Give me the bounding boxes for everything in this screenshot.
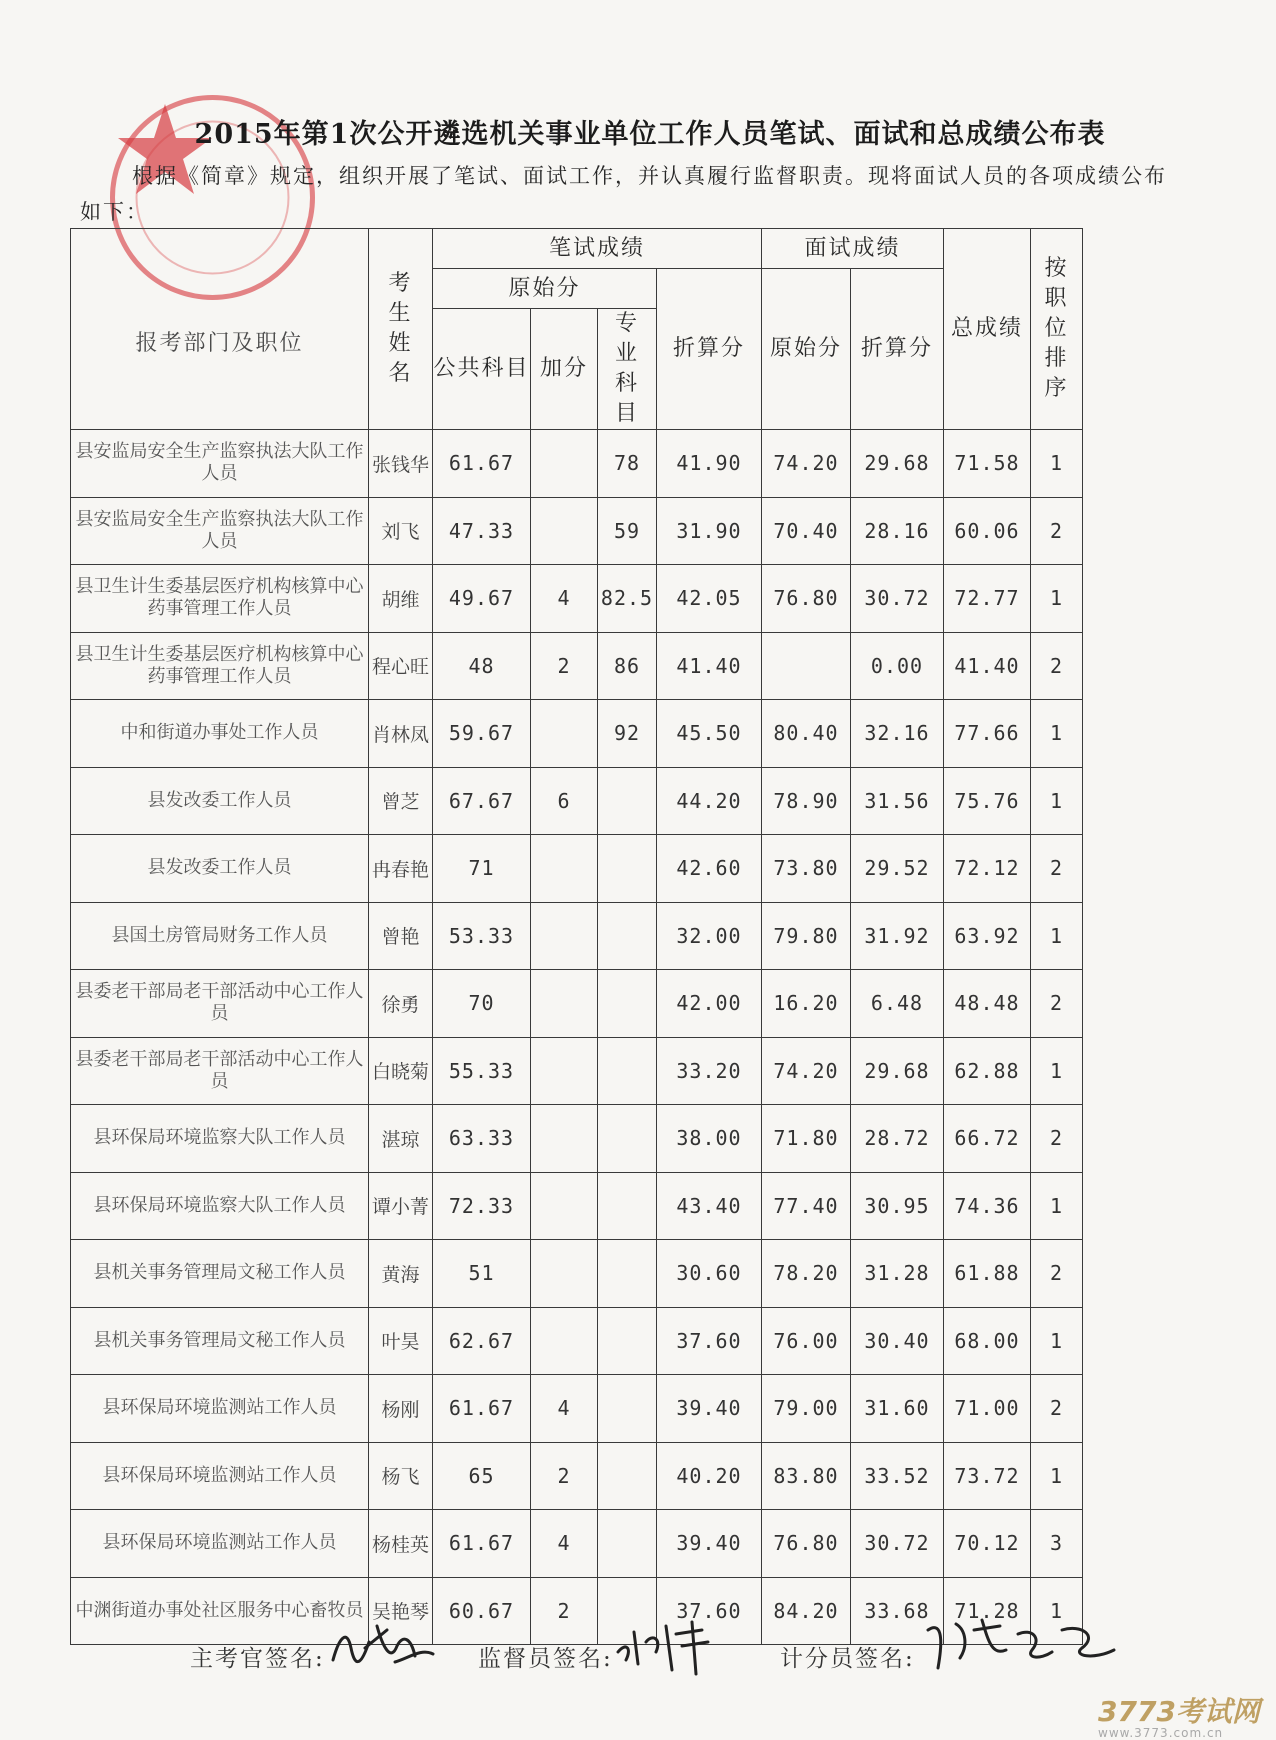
row-interview-raw: 70.40 xyxy=(762,497,851,565)
header-major: 专业科目 xyxy=(598,309,657,430)
row-major-score xyxy=(598,835,657,903)
row-dept: 县卫生计生委基层医疗机构核算中心药事管理工作人员 xyxy=(71,632,369,700)
row-bonus: 4 xyxy=(531,1510,598,1578)
row-rank: 1 xyxy=(1031,430,1083,498)
row-bonus xyxy=(531,1307,598,1375)
row-public-score: 61.67 xyxy=(433,1375,531,1443)
row-interview-converted: 33.52 xyxy=(851,1442,944,1510)
page-title: 2015年第1次公开遴选机关事业单位工作人员笔试、面试和总成绩公布表 xyxy=(194,119,1106,150)
header-written-converted: 折算分 xyxy=(657,269,762,430)
row-public-score: 51 xyxy=(433,1240,531,1308)
row-name: 曾艳 xyxy=(369,902,433,970)
row-public-score: 61.67 xyxy=(433,1510,531,1578)
row-bonus xyxy=(531,970,598,1038)
row-total: 61.88 xyxy=(944,1240,1031,1308)
row-rank: 3 xyxy=(1031,1510,1083,1578)
row-interview-raw: 76.00 xyxy=(762,1307,851,1375)
row-dept: 县环保局环境监测站工作人员 xyxy=(71,1510,369,1578)
row-dept: 县发改委工作人员 xyxy=(71,835,369,903)
row-written-converted: 41.90 xyxy=(657,430,762,498)
row-rank: 1 xyxy=(1031,1172,1083,1240)
row-interview-raw: 79.80 xyxy=(762,902,851,970)
row-major-score xyxy=(598,970,657,1038)
row-interview-raw: 71.80 xyxy=(762,1105,851,1173)
row-written-converted: 37.60 xyxy=(657,1577,762,1645)
row-written-converted: 37.60 xyxy=(657,1307,762,1375)
row-bonus xyxy=(531,1105,598,1173)
row-written-converted: 41.40 xyxy=(657,632,762,700)
row-bonus: 2 xyxy=(531,1442,598,1510)
row-written-converted: 43.40 xyxy=(657,1172,762,1240)
row-bonus xyxy=(531,1240,598,1308)
row-dept: 县安监局安全生产监察执法大队工作人员 xyxy=(71,497,369,565)
row-name: 刘飞 xyxy=(369,497,433,565)
row-rank: 1 xyxy=(1031,767,1083,835)
scorer-signature-label: 计分员签名: xyxy=(780,1646,915,1672)
row-written-converted: 40.20 xyxy=(657,1442,762,1510)
row-name: 杨飞 xyxy=(369,1442,433,1510)
row-dept: 县委老干部局老干部活动中心工作人员 xyxy=(71,1037,369,1105)
row-dept: 县卫生计生委基层医疗机构核算中心药事管理工作人员 xyxy=(71,565,369,633)
row-total: 73.72 xyxy=(944,1442,1031,1510)
row-interview-raw: 74.20 xyxy=(762,1037,851,1105)
watermark-brand: 3773考试网 xyxy=(1098,1695,1260,1728)
row-name: 吴艳琴 xyxy=(369,1577,433,1645)
table-row xyxy=(71,1510,1083,1578)
row-total: 75.76 xyxy=(944,767,1031,835)
row-rank: 2 xyxy=(1031,497,1083,565)
row-rank: 1 xyxy=(1031,902,1083,970)
row-public-score: 67.67 xyxy=(433,767,531,835)
row-bonus xyxy=(531,1037,598,1105)
header-interview: 面试成绩 xyxy=(762,229,944,269)
row-rank: 1 xyxy=(1031,1577,1083,1645)
row-interview-raw: 16.20 xyxy=(762,970,851,1038)
row-interview-converted: 28.72 xyxy=(851,1105,944,1173)
row-interview-raw: 83.80 xyxy=(762,1442,851,1510)
row-bonus xyxy=(531,1172,598,1240)
header-written: 笔试成绩 xyxy=(433,229,762,269)
row-interview-converted: 30.72 xyxy=(851,565,944,633)
row-dept: 中渊街道办事处社区服务中心畜牧员 xyxy=(71,1577,369,1645)
table-row xyxy=(71,902,1083,970)
row-rank: 1 xyxy=(1031,1037,1083,1105)
row-major-score xyxy=(598,1240,657,1308)
row-name: 叶昊 xyxy=(369,1307,433,1375)
row-bonus xyxy=(531,902,598,970)
table-row xyxy=(71,767,1083,835)
row-total: 74.36 xyxy=(944,1172,1031,1240)
row-interview-converted: 33.68 xyxy=(851,1577,944,1645)
row-major-score: 59 xyxy=(598,497,657,565)
row-written-converted: 42.60 xyxy=(657,835,762,903)
row-interview-raw: 76.80 xyxy=(762,1510,851,1578)
row-public-score: 71 xyxy=(433,835,531,903)
row-interview-converted: 29.68 xyxy=(851,1037,944,1105)
row-written-converted: 39.40 xyxy=(657,1375,762,1443)
row-public-score: 62.67 xyxy=(433,1307,531,1375)
row-major-score xyxy=(598,1510,657,1578)
row-written-converted: 44.20 xyxy=(657,767,762,835)
row-public-score: 48 xyxy=(433,632,531,700)
row-bonus: 2 xyxy=(531,1577,598,1645)
row-total: 77.66 xyxy=(944,700,1031,768)
row-name: 黄海 xyxy=(369,1240,433,1308)
row-written-converted: 31.90 xyxy=(657,497,762,565)
row-major-score: 86 xyxy=(598,632,657,700)
row-interview-converted: 29.68 xyxy=(851,430,944,498)
header-dept: 报考部门及职位 xyxy=(71,229,369,430)
row-interview-raw: 80.40 xyxy=(762,700,851,768)
row-dept: 县环保局环境监察大队工作人员 xyxy=(71,1172,369,1240)
row-interview-raw: 78.20 xyxy=(762,1240,851,1308)
row-total: 41.40 xyxy=(944,632,1031,700)
row-interview-raw: 84.20 xyxy=(762,1577,851,1645)
row-dept: 县环保局环境监察大队工作人员 xyxy=(71,1105,369,1173)
row-bonus xyxy=(531,835,598,903)
row-name: 程心旺 xyxy=(369,632,433,700)
row-major-score xyxy=(598,1172,657,1240)
site-watermark xyxy=(1098,1690,1260,1740)
header-interview-raw: 原始分 xyxy=(762,269,851,430)
header-public: 公共科目 xyxy=(433,309,531,430)
row-public-score: 60.67 xyxy=(433,1577,531,1645)
row-interview-raw: 79.00 xyxy=(762,1375,851,1443)
row-total: 71.58 xyxy=(944,430,1031,498)
row-written-converted: 38.00 xyxy=(657,1105,762,1173)
row-interview-raw: 76.80 xyxy=(762,565,851,633)
table-row xyxy=(71,1307,1083,1375)
row-public-score: 63.33 xyxy=(433,1105,531,1173)
row-bonus: 6 xyxy=(531,767,598,835)
header-raw: 原始分 xyxy=(433,269,657,309)
table-row xyxy=(71,970,1083,1038)
row-total: 71.00 xyxy=(944,1375,1031,1443)
table-row xyxy=(71,430,1083,498)
row-written-converted: 30.60 xyxy=(657,1240,762,1308)
row-interview-raw: 73.80 xyxy=(762,835,851,903)
row-dept: 县委老干部局老干部活动中心工作人员 xyxy=(71,970,369,1038)
row-total: 72.77 xyxy=(944,565,1031,633)
row-dept: 县国土房管局财务工作人员 xyxy=(71,902,369,970)
row-total: 70.12 xyxy=(944,1510,1031,1578)
row-public-score: 53.33 xyxy=(433,902,531,970)
row-total: 60.06 xyxy=(944,497,1031,565)
row-total: 68.00 xyxy=(944,1307,1031,1375)
row-name: 冉春艳 xyxy=(369,835,433,903)
row-rank: 1 xyxy=(1031,1307,1083,1375)
row-rank: 2 xyxy=(1031,1375,1083,1443)
row-total: 66.72 xyxy=(944,1105,1031,1173)
row-rank: 2 xyxy=(1031,970,1083,1038)
row-rank: 1 xyxy=(1031,1442,1083,1510)
row-public-score: 72.33 xyxy=(433,1172,531,1240)
row-public-score: 49.67 xyxy=(433,565,531,633)
row-interview-raw: 77.40 xyxy=(762,1172,851,1240)
row-total: 72.12 xyxy=(944,835,1031,903)
row-dept: 县环保局环境监测站工作人员 xyxy=(71,1442,369,1510)
row-interview-converted: 30.72 xyxy=(851,1510,944,1578)
table-row xyxy=(71,1105,1083,1173)
row-interview-converted: 32.16 xyxy=(851,700,944,768)
table-row xyxy=(71,1375,1083,1443)
examiner-signature-icon xyxy=(325,1618,445,1678)
header-interview-converted: 折算分 xyxy=(851,269,944,430)
row-interview-converted: 29.52 xyxy=(851,835,944,903)
row-rank: 2 xyxy=(1031,1105,1083,1173)
row-rank: 1 xyxy=(1031,565,1083,633)
row-name: 湛琼 xyxy=(369,1105,433,1173)
header-rank: 按职位排序 xyxy=(1031,229,1083,430)
row-dept: 县安监局安全生产监察执法大队工作人员 xyxy=(71,430,369,498)
row-written-converted: 45.50 xyxy=(657,700,762,768)
row-name: 徐勇 xyxy=(369,970,433,1038)
row-rank: 2 xyxy=(1031,835,1083,903)
row-dept: 中和街道办事处工作人员 xyxy=(71,700,369,768)
row-written-converted: 39.40 xyxy=(657,1510,762,1578)
row-rank: 1 xyxy=(1031,700,1083,768)
intro-paragraph: 根据《简章》规定，组织开展了笔试、面试工作，并认真履行监督职责。现将面试人员的各项成绩公布如下： xyxy=(80,164,1167,224)
row-dept: 县机关事务管理局文秘工作人员 xyxy=(71,1307,369,1375)
row-major-score: 78 xyxy=(598,430,657,498)
row-name: 张钱华 xyxy=(369,430,433,498)
row-total: 71.28 xyxy=(944,1577,1031,1645)
row-rank: 2 xyxy=(1031,632,1083,700)
row-interview-raw xyxy=(762,632,851,700)
supervisor-signature-icon xyxy=(612,1612,722,1678)
row-interview-converted: 30.95 xyxy=(851,1172,944,1240)
row-bonus xyxy=(531,430,598,498)
table-row xyxy=(71,700,1083,768)
row-name: 谭小菁 xyxy=(369,1172,433,1240)
header-total: 总成绩 xyxy=(944,229,1031,430)
row-major-score xyxy=(598,1307,657,1375)
row-major-score: 92 xyxy=(598,700,657,768)
row-interview-raw: 74.20 xyxy=(762,430,851,498)
row-public-score: 61.67 xyxy=(433,430,531,498)
row-bonus: 2 xyxy=(531,632,598,700)
row-rank: 2 xyxy=(1031,1240,1083,1308)
row-bonus: 4 xyxy=(531,1375,598,1443)
row-public-score: 59.67 xyxy=(433,700,531,768)
row-dept: 县发改委工作人员 xyxy=(71,767,369,835)
row-dept: 县环保局环境监测站工作人员 xyxy=(71,1375,369,1443)
header-bonus: 加分 xyxy=(531,309,598,430)
table-row xyxy=(71,565,1083,633)
row-major-score xyxy=(598,1105,657,1173)
table-row xyxy=(71,835,1083,903)
row-name: 杨桂英 xyxy=(369,1510,433,1578)
row-written-converted: 42.00 xyxy=(657,970,762,1038)
row-name: 肖林凤 xyxy=(369,700,433,768)
row-interview-converted: 28.16 xyxy=(851,497,944,565)
row-public-score: 47.33 xyxy=(433,497,531,565)
row-major-score xyxy=(598,1442,657,1510)
row-bonus: 4 xyxy=(531,565,598,633)
row-major-score xyxy=(598,1037,657,1105)
row-dept: 县机关事务管理局文秘工作人员 xyxy=(71,1240,369,1308)
table-row xyxy=(71,497,1083,565)
header-name: 考生姓名 xyxy=(369,229,433,430)
watermark-url: www.3773.com.cn xyxy=(1098,1726,1224,1740)
row-public-score: 55.33 xyxy=(433,1037,531,1105)
row-name: 杨刚 xyxy=(369,1375,433,1443)
row-interview-converted: 31.56 xyxy=(851,767,944,835)
score-table xyxy=(70,228,1083,1645)
table-row xyxy=(71,1172,1083,1240)
table-row xyxy=(71,1037,1083,1105)
row-written-converted: 33.20 xyxy=(657,1037,762,1105)
row-interview-converted: 31.92 xyxy=(851,902,944,970)
row-interview-converted: 0.00 xyxy=(851,632,944,700)
row-bonus xyxy=(531,700,598,768)
row-written-converted: 32.00 xyxy=(657,902,762,970)
row-interview-converted: 30.40 xyxy=(851,1307,944,1375)
row-major-score xyxy=(598,1375,657,1443)
table-row xyxy=(71,1442,1083,1510)
row-bonus xyxy=(531,497,598,565)
row-written-converted: 42.05 xyxy=(657,565,762,633)
row-total: 48.48 xyxy=(944,970,1031,1038)
scorer-signature-icon xyxy=(922,1610,1122,1680)
row-name: 曾芝 xyxy=(369,767,433,835)
row-total: 62.88 xyxy=(944,1037,1031,1105)
row-major-score xyxy=(598,902,657,970)
row-public-score: 65 xyxy=(433,1442,531,1510)
row-major-score: 82.5 xyxy=(598,565,657,633)
row-interview-raw: 78.90 xyxy=(762,767,851,835)
row-interview-converted: 31.60 xyxy=(851,1375,944,1443)
row-total: 63.92 xyxy=(944,902,1031,970)
row-major-score xyxy=(598,767,657,835)
supervisor-signature-label: 监督员签名: xyxy=(478,1646,613,1672)
table-row xyxy=(71,632,1083,700)
examiner-signature-label: 主考官签名: xyxy=(190,1646,325,1672)
table-row xyxy=(71,1240,1083,1308)
row-name: 白晓菊 xyxy=(369,1037,433,1105)
row-name: 胡维 xyxy=(369,565,433,633)
row-interview-converted: 6.48 xyxy=(851,970,944,1038)
row-public-score: 70 xyxy=(433,970,531,1038)
row-interview-converted: 31.28 xyxy=(851,1240,944,1308)
